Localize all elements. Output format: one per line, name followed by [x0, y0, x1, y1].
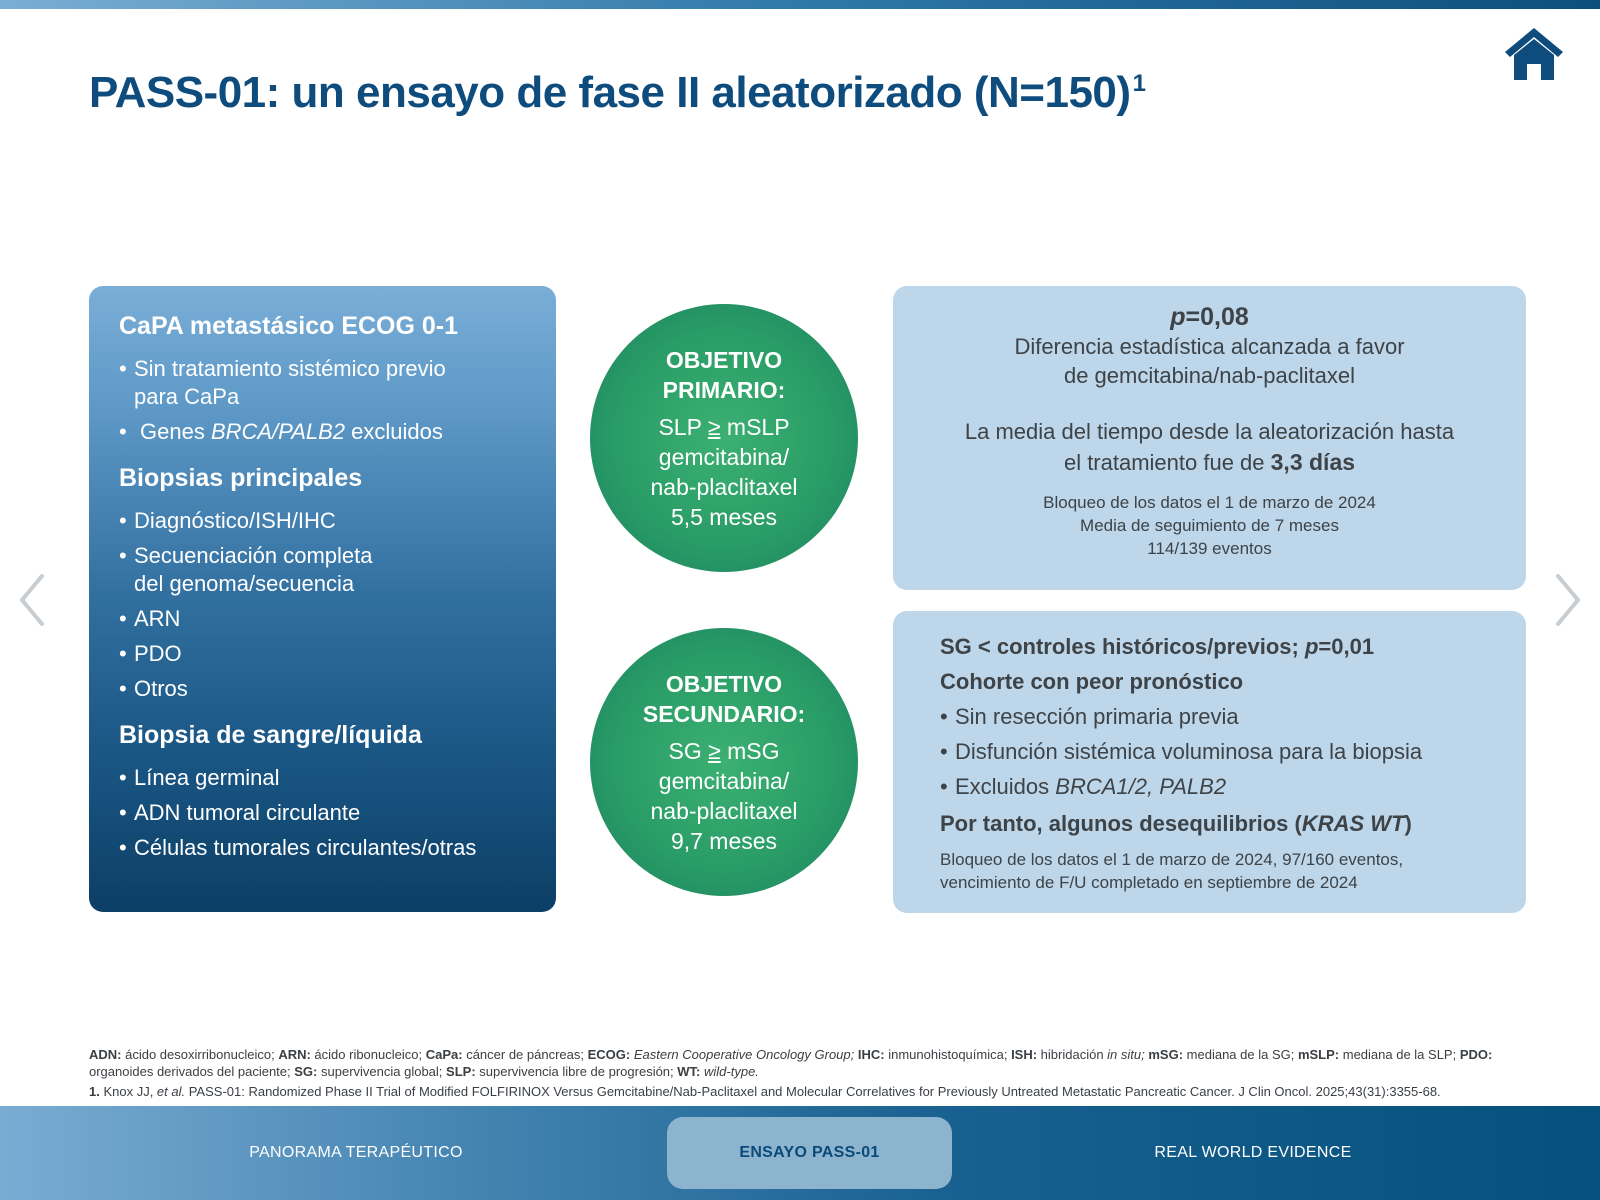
abbr-term: ISH: — [1011, 1047, 1038, 1062]
small-note: Bloqueo de los datos el 1 de marzo de 2024 — [1043, 493, 1376, 512]
footnotes — [89, 1046, 1527, 1100]
circle-text: gemcitabina/ — [658, 767, 790, 794]
list-item: • Células tumorales circulantes/otras — [119, 834, 556, 862]
abbr-definition-italic: wild-type. — [704, 1064, 759, 1079]
abbr-term: ECOG: — [587, 1047, 631, 1062]
list-item: • Secuenciación completa del genoma/secuencia — [119, 542, 556, 598]
chevron-left-icon[interactable] — [14, 572, 50, 628]
abbr-definition: cáncer de páncreas; — [462, 1047, 588, 1062]
abbr-term: ADN: — [89, 1047, 122, 1062]
abbr-term: ARN: — [278, 1047, 311, 1062]
p-value: p=0,08 — [1170, 303, 1249, 331]
nav-ensayo-pass-01-active[interactable]: ENSAYO PASS-01 — [667, 1117, 952, 1189]
list-item: • Otros — [119, 675, 556, 703]
circle-text: gemcitabina/ — [658, 443, 790, 470]
abbr-definition: hibridación — [1037, 1047, 1108, 1062]
top-accent-bar — [0, 0, 1600, 9]
list-item: • Diagnóstico/ISH/IHC — [119, 507, 556, 535]
circle-title: OBJETIVO PRIMARIO: — [662, 346, 786, 403]
bottom-navigation — [0, 1106, 1600, 1200]
small-note: 114/139 eventos — [1147, 539, 1272, 558]
abbr-definition: supervivencia global; — [317, 1064, 447, 1079]
list-item: • ARN — [119, 605, 556, 633]
list-item: • Sin resección primaria previa — [940, 703, 1526, 731]
abbr-definition: mediana de la SLP; — [1339, 1047, 1460, 1062]
nav-panorama-terapeutico[interactable]: PANORAMA TERAPÉUTICO — [249, 1144, 463, 1161]
circle-text: SLP ≥ mSLP — [658, 413, 790, 440]
abbr-term: SLP: — [446, 1064, 476, 1079]
list-item: • Excluidos BRCA1/2, PALB2 — [940, 773, 1526, 801]
section-heading: Biopsia de sangre/líquida — [119, 721, 422, 749]
abbr-definition-italic: Eastern Cooperative Oncology Group; — [633, 1047, 855, 1062]
result-heading: Cohorte con peor pronóstico — [940, 669, 1244, 694]
result-text: Diferencia estadística alcanzada a favor — [1014, 334, 1405, 359]
primary-endpoint-circle — [590, 304, 858, 572]
circle-text: SG ≥ mSG — [668, 737, 780, 764]
chevron-right-icon[interactable] — [1550, 572, 1586, 628]
circle-text: 9,7 meses — [670, 827, 778, 854]
abbr-term: PDO: — [1459, 1047, 1493, 1062]
small-note: vencimiento de F/U completado en septiembre de 2024 — [940, 873, 1358, 892]
small-note: Bloqueo de los datos el 1 de marzo de 2024, 97/160 eventos, — [940, 850, 1404, 869]
section-heading: CaPA metastásico ECOG 0-1 — [119, 312, 459, 340]
population-section — [119, 312, 556, 446]
list-item: • Genes BRCA/PALB2 excluidos — [119, 418, 556, 446]
section-heading: Biopsias principales — [119, 464, 363, 492]
result-text: de gemcitabina/nab-paclitaxel — [1063, 363, 1356, 388]
abbr-definition: ácido desoxirribonucleico; — [121, 1047, 279, 1062]
study-population-card — [89, 286, 556, 912]
abbr-definition-italic: in situ; — [1107, 1047, 1145, 1062]
secondary-endpoint-circle — [590, 628, 858, 896]
abbr-term: SG: — [294, 1064, 318, 1079]
conclusion: Por tanto, algunos desequilibrios (KRAS WT) — [940, 811, 1412, 836]
abbreviations — [89, 1046, 1527, 1080]
circle-text: nab-placlitaxel — [650, 797, 798, 824]
result-text: La media del tiempo desde la aleatorización hasta — [964, 419, 1455, 444]
home-icon[interactable] — [1503, 26, 1565, 82]
abbr-definition: ácido ribonucleico; — [310, 1047, 426, 1062]
small-note: Media de seguimiento de 7 meses — [1080, 516, 1339, 535]
nav-real-world-evidence[interactable]: REAL WORLD EVIDENCE — [1154, 1144, 1352, 1161]
abbr-definition: inmunohistoquímica; — [884, 1047, 1012, 1062]
primary-result-card — [893, 286, 1526, 590]
list-item: • ADN tumoral circulante — [119, 799, 556, 827]
abbr-term: mSG: — [1148, 1047, 1184, 1062]
page-title: PASS-01: un ensayo de fase II aleatorizado (N=150)$^1$ — [89, 68, 1146, 117]
circle-text: nab-placlitaxel — [650, 473, 798, 500]
list-item: • Línea germinal — [119, 764, 556, 792]
biopsies-section — [119, 464, 556, 703]
abbr-term: IHC: — [857, 1047, 885, 1062]
abbr-term: CaPa: — [425, 1047, 463, 1062]
reference: 1. Knox JJ, et al. PASS-01: Randomized Phase II Trial of Modified FOLFIRINOX Versus Gemcitabine/Nab-Paclitaxel and Molecular Correlatives for Previously Untreated Metastatic Pancreatic Cancer. J Clin Oncol. 2025;43(31):3355-68. — [89, 1084, 1441, 1099]
result-text: el tratamiento fue de 3,3 días — [1063, 449, 1356, 475]
list-item: • Disfunción sistémica voluminosa para la biopsia — [940, 738, 1526, 766]
abbr-definition: organoides derivados del paciente; — [89, 1064, 295, 1079]
list-item: • Sin tratamiento sistémico previo para CaPa — [119, 355, 556, 411]
circle-text: 5,5 meses — [670, 503, 778, 530]
list-item: • PDO — [119, 640, 556, 668]
circle-title: OBJETIVO SECUNDARIO: — [642, 670, 806, 727]
abbr-definition: mediana de la SG; — [1183, 1047, 1298, 1062]
abbr-term: mSLP: — [1297, 1047, 1340, 1062]
result-heading: SG < controles históricos/previos; p=0,01 — [940, 634, 1375, 659]
abbr-term: WT: — [677, 1064, 701, 1079]
secondary-result-card — [893, 611, 1526, 913]
abbr-definition: supervivencia libre de progresión; — [475, 1064, 678, 1079]
liquid-biopsy-section — [119, 721, 556, 862]
